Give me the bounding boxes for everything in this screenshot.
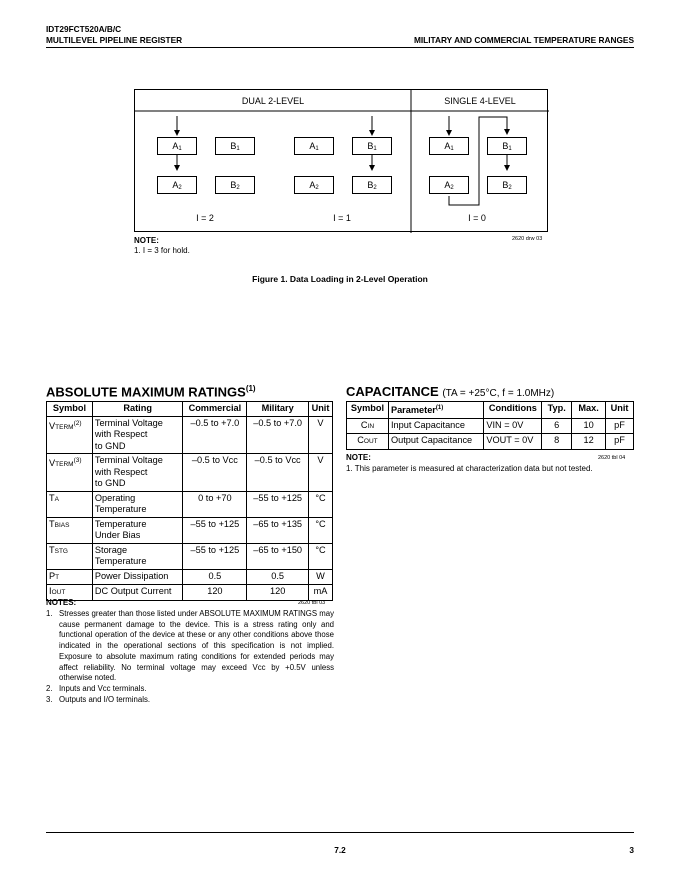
abs-max-table-code: 2620 tbl 03 (298, 600, 326, 606)
cell-rating: Terminal Voltage with Respect to GND (92, 416, 183, 454)
note-item: 3. Outputs and I/O terminals. (46, 694, 151, 704)
box-a2: $A_2$ (157, 176, 197, 194)
cell-max: 12 (572, 434, 606, 450)
part-number: IDT29FCT520A/B/C (46, 24, 122, 34)
cell-unit: pF (606, 418, 634, 434)
cell-symbol: CIN (347, 418, 389, 434)
cell-military: –65 to +135 (247, 517, 309, 543)
figure-caption: Figure 1. Data Loading in 2-Level Operation (252, 274, 428, 284)
box-a2: $A_2$ (294, 176, 334, 194)
cell-rating: DC Output Current (92, 585, 183, 601)
col-unit: Unit (606, 402, 634, 419)
cell-symbol: TBIAS (47, 517, 93, 543)
cell-symbol: VTERM$^{(3)}$ (47, 454, 93, 492)
box-b1: $B_1$ (352, 137, 392, 155)
table-row (347, 434, 634, 450)
device-name: MULTILEVEL PIPELINE REGISTER (46, 35, 183, 45)
col-parameter: Parameter$^{(1)}$ (388, 402, 483, 419)
cell-military: –65 to +150 (247, 543, 309, 569)
section-title: MILITARY AND COMMERCIAL TEMPERATURE RANGES (413, 35, 634, 45)
table-header-row (47, 402, 333, 417)
figure-data-loading (134, 89, 548, 232)
col-rating: Rating (92, 402, 183, 417)
box-a1: $A_1$ (294, 137, 334, 155)
label-i0: I = 0 (468, 213, 486, 223)
footer-rule (46, 832, 634, 833)
cell-rating: Temperature Under Bias (92, 517, 183, 543)
figure-note-title: NOTE: (134, 236, 159, 245)
cell-rating: Storage Temperature (92, 543, 183, 569)
page-number: 3 (629, 845, 634, 855)
cell-military: –55 to +125 (247, 491, 309, 517)
cell-unit: °C (308, 517, 332, 543)
cell-commercial: 0.5 (183, 569, 247, 585)
abs-max-title: ABSOLUTE MAXIMUM RATINGS$^{(1)}$ (46, 384, 256, 400)
note-item: 2. Inputs and Vcc terminals. (46, 683, 147, 693)
cell-rating: Operating Temperature (92, 491, 183, 517)
cell-commercial: –55 to +125 (183, 517, 247, 543)
box-b2: $B_2$ (215, 176, 255, 194)
table-row (47, 585, 333, 601)
capacitance-table (346, 401, 634, 450)
figure-lines (135, 90, 549, 233)
col-unit: Unit (308, 402, 332, 417)
cell-unit: V (308, 454, 332, 492)
drawing-code: 2620 drw 03 (512, 236, 543, 242)
cell-rating: Terminal Voltage with Respect to GND (92, 454, 183, 492)
abs-max-notes-title: NOTES: (46, 598, 77, 607)
cell-typ: 8 (542, 434, 572, 450)
cell-unit: mA (308, 585, 332, 601)
table-row (47, 517, 333, 543)
cell-unit: pF (606, 434, 634, 450)
cell-commercial: –0.5 to +7.0 (183, 416, 247, 454)
cell-symbol: VTERM$^{(2)}$ (47, 416, 93, 454)
table-row (47, 491, 333, 517)
capacitance-table-code: 2620 tbl 04 (598, 455, 626, 461)
abs-max-notes (46, 609, 334, 705)
cell-conditions: VIN = 0V (484, 418, 542, 434)
cell-unit: V (308, 416, 332, 454)
cell-commercial: 120 (183, 585, 247, 601)
header-rule (46, 47, 634, 48)
box-a1: $A_1$ (429, 137, 469, 155)
col-max: Max. (572, 402, 606, 419)
box-a2: $A_2$ (429, 176, 469, 194)
capacitance-title: CAPACITANCE (TA = +25°C, f = 1.0MHz) (346, 384, 555, 399)
cell-unit: °C (308, 491, 332, 517)
table-row (47, 454, 333, 492)
table-header-row (347, 402, 634, 419)
cell-military: –0.5 to +7.0 (247, 416, 309, 454)
page-section: 7.2 (334, 845, 346, 855)
box-b2: $B_2$ (352, 176, 392, 194)
cell-max: 10 (572, 418, 606, 434)
col-conditions: Conditions (484, 402, 542, 419)
cell-unit: W (308, 569, 332, 585)
cell-symbol: COUT (347, 434, 389, 450)
table-row (47, 416, 333, 454)
cell-typ: 6 (542, 418, 572, 434)
cell-military: 120 (247, 585, 309, 601)
box-b1: $B_1$ (215, 137, 255, 155)
cell-commercial: –55 to +125 (183, 543, 247, 569)
box-a1: $A_1$ (157, 137, 197, 155)
cell-commercial: –0.5 to Vcc (183, 454, 247, 492)
box-b1: $B_1$ (487, 137, 527, 155)
col-typ: Typ. (542, 402, 572, 419)
col-military: Military (247, 402, 309, 417)
cell-conditions: VOUT = 0V (484, 434, 542, 450)
cell-military: –0.5 to Vcc (247, 454, 309, 492)
cell-parameter: Output Capacitance (388, 434, 483, 450)
capacitance-note-1: 1. This parameter is measured at characterization data but not tested. (346, 464, 593, 473)
col-symbol: Symbol (47, 402, 93, 417)
note-item: 1. Stresses greater than those listed under ABSOLUTE MAXIMUM RATINGS may cause permanent damage to the device. This is a stress rating only and functional operation of the device at these or any other conditions above those indicated in the operational sections of this specification is not implied. Exposure to absolute maximum rating conditions for extended periods may affect reliability. No terminal voltage may exceed Vcc by +0.5V unless otherwise noted. (46, 609, 334, 683)
cell-parameter: Input Capacitance (388, 418, 483, 434)
cell-symbol: TSTG (47, 543, 93, 569)
panel-dual-label: DUAL 2-LEVEL (241, 96, 305, 106)
cell-symbol: TA (47, 491, 93, 517)
box-b2: $B_2$ (487, 176, 527, 194)
label-i2: I = 2 (196, 213, 214, 223)
cell-rating: Power Dissipation (92, 569, 183, 585)
abs-max-table (46, 401, 333, 601)
table-row (47, 569, 333, 585)
label-i1: I = 1 (333, 213, 351, 223)
table-row (347, 418, 634, 434)
panel-single-label: SINGLE 4-LEVEL (444, 96, 516, 106)
table-row (47, 543, 333, 569)
cell-commercial: 0 to +70 (183, 491, 247, 517)
col-commercial: Commercial (183, 402, 247, 417)
cell-symbol: IOUT (47, 585, 93, 601)
cell-symbol: PT (47, 569, 93, 585)
cell-military: 0.5 (247, 569, 309, 585)
capacitance-note-title: NOTE: (346, 453, 371, 462)
col-symbol: Symbol (347, 402, 389, 419)
cell-unit: °C (308, 543, 332, 569)
figure-note-1: 1. I = 3 for hold. (134, 246, 190, 255)
